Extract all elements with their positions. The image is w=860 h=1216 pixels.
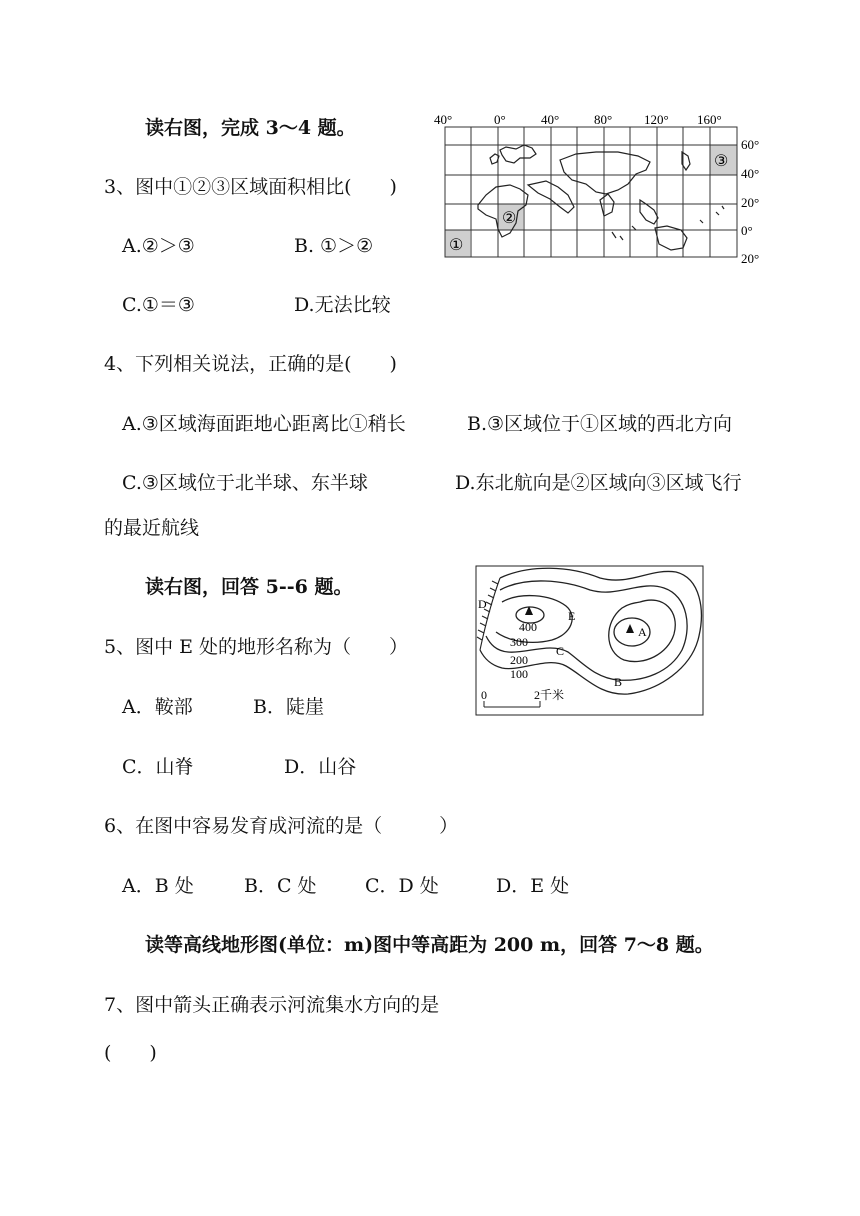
q6-option-a: A．B 处	[122, 875, 194, 897]
lat-label-20s: 20°	[741, 251, 760, 266]
lon-label-120e: 120°	[644, 112, 669, 127]
q4-option-d-continuation: 的最近航线	[104, 517, 200, 539]
contour-label-200: 200	[510, 653, 528, 667]
label-c: C	[556, 644, 565, 658]
q5-option-b: B．陡崖	[253, 696, 324, 718]
region-1-label: ①	[449, 237, 464, 254]
q3-option-b: B. ①＞②	[294, 235, 374, 257]
question-4-stem: 4、下列相关说法，正确的是( )	[104, 353, 397, 375]
lat-label-20n: 20°	[741, 195, 760, 210]
label-e: E	[568, 609, 576, 623]
question-7-paren: ( )	[104, 1042, 157, 1064]
lon-label-160e: 160°	[697, 112, 722, 127]
q6-option-c: C．D 处	[365, 875, 439, 897]
question-7-stem: 7、图中箭头正确表示河流集水方向的是	[104, 994, 440, 1016]
lat-label-60n: 60°	[741, 137, 760, 152]
heading-q5-6: 读右图，回答 5--6 题。	[145, 576, 353, 598]
heading-q7-8: 读等高线地形图(单位：m)图中等高距为 200 m，回答 7～8 题。	[145, 934, 714, 956]
q3-option-a: A.②＞③	[122, 235, 195, 257]
label-d: D	[478, 597, 487, 611]
q4-option-c: C.③区域位于北半球、东半球	[122, 472, 368, 494]
q6-option-b: B．C 处	[244, 875, 317, 897]
q3-option-d: D.无法比较	[294, 294, 391, 316]
lon-label-0: 0°	[494, 112, 506, 127]
lat-label-0: 0°	[741, 223, 753, 238]
q5-option-d: D．山谷	[284, 756, 357, 778]
scale-distance-label: 2千米	[534, 688, 565, 702]
heading-q3-4: 读右图，完成 3～4 题。	[145, 117, 356, 139]
region-3-label: ③	[714, 153, 729, 170]
question-5-stem: 5、图中 E 处的地形名称为（ ）	[104, 636, 409, 658]
contour-label-400: 400	[519, 620, 537, 634]
lon-label-40e: 40°	[541, 112, 560, 127]
question-3-stem: 3、图中①②③区域面积相比( )	[104, 176, 397, 198]
scale-zero-label: 0	[481, 688, 487, 702]
label-a: A	[638, 625, 647, 639]
q3-option-c: C.①＝③	[122, 294, 195, 316]
lat-label-40n: 40°	[741, 166, 760, 181]
region-2-label: ②	[502, 210, 517, 227]
q4-option-a: A.③区域海面距地心距离比①稍长	[122, 413, 406, 435]
label-b: B	[614, 675, 623, 689]
q5-option-c: C．山脊	[122, 756, 194, 778]
lon-label-40w: 40°	[434, 112, 453, 127]
q5-option-a: A．鞍部	[122, 696, 193, 718]
question-6-stem: 6、在图中容易发育成河流的是（ ）	[104, 815, 459, 837]
q4-option-d: D.东北航向是②区域向③区域飞行	[455, 472, 742, 494]
lon-label-80e: 80°	[594, 112, 613, 127]
continent-outlines	[478, 145, 724, 250]
q4-option-b: B.③区域位于①区域的西北方向	[467, 413, 733, 435]
contour-label-300: 300	[510, 635, 528, 649]
grid-map-figure	[430, 108, 770, 270]
contour-map-figure	[470, 560, 710, 720]
contour-label-100: 100	[510, 667, 528, 681]
q6-option-d: D．E 处	[496, 875, 570, 897]
